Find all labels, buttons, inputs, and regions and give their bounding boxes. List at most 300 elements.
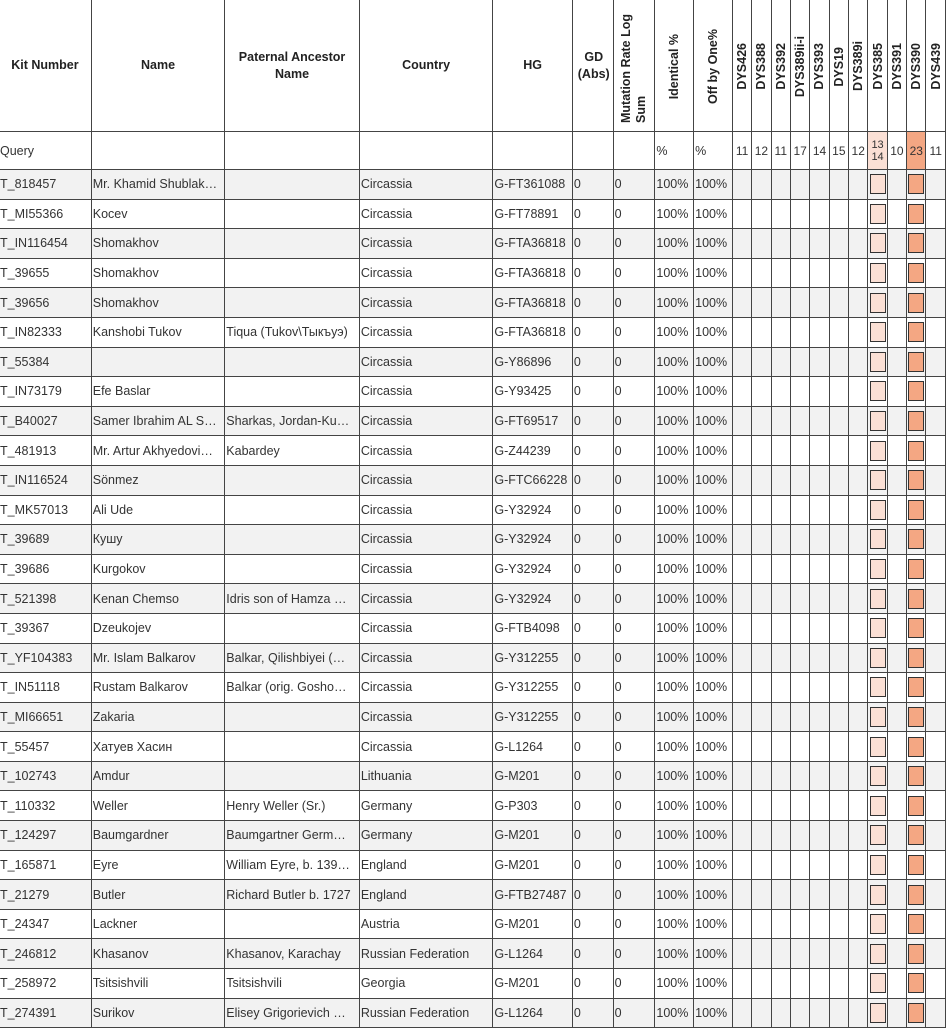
marker-diff-light <box>870 529 886 549</box>
hg-cell: G-FT69517 <box>493 406 573 436</box>
marker-cell <box>829 554 848 584</box>
kit-number-cell[interactable]: T_124297 <box>0 821 91 851</box>
table-row[interactable] <box>0 939 946 969</box>
col-identical-label: Identical % <box>667 33 682 100</box>
marker-cell <box>849 702 868 732</box>
country-cell: Lithuania <box>359 761 493 791</box>
hg-cell: G-M201 <box>493 969 573 999</box>
kit-number-cell[interactable]: T_818457 <box>0 170 91 200</box>
marker-cell <box>868 880 887 910</box>
marker-cell <box>829 229 848 259</box>
marker-cell <box>810 525 829 555</box>
marker-cell <box>810 436 829 466</box>
hg-cell: G-Y32924 <box>493 525 573 555</box>
marker-cell <box>732 909 751 939</box>
mutation-rate-cell: 0 <box>613 377 655 407</box>
marker-cell <box>810 880 829 910</box>
table-row[interactable] <box>0 170 946 200</box>
marker-cell <box>868 317 887 347</box>
marker-cell <box>907 939 926 969</box>
hg-cell: G-FTA36818 <box>493 317 573 347</box>
marker-cell <box>926 495 946 525</box>
ancestor-cell: Kabardey <box>225 436 360 466</box>
marker-cell <box>829 998 848 1028</box>
marker-cell <box>887 643 906 673</box>
mutation-rate-cell: 0 <box>613 170 655 200</box>
identical-cell: 100% <box>655 850 694 880</box>
ancestor-cell <box>225 702 360 732</box>
mutation-rate-cell: 0 <box>613 969 655 999</box>
gd-cell: 0 <box>572 258 613 288</box>
kit-number-cell[interactable]: T_YF104383 <box>0 643 91 673</box>
table-row[interactable] <box>0 199 946 229</box>
table-row[interactable] <box>0 347 946 377</box>
kit-number-cell[interactable]: T_39367 <box>0 613 91 643</box>
identical-cell: 100% <box>655 258 694 288</box>
country-cell: Circassia <box>359 673 493 703</box>
kit-number-cell[interactable]: T_39656 <box>0 288 91 318</box>
hg-cell: G-Z44239 <box>493 436 573 466</box>
marker-cell <box>790 761 809 791</box>
col-mutation-rate-label: Mutation Rate Log Sum <box>619 13 649 123</box>
marker-cell <box>771 465 790 495</box>
col-gd[interactable]: GD (Abs) <box>572 0 613 132</box>
marker-cell <box>849 317 868 347</box>
table-row[interactable] <box>0 732 946 762</box>
col-paternal-ancestor[interactable]: Paternal Ancestor Name <box>225 0 360 132</box>
country-cell: Circassia <box>359 288 493 318</box>
col-marker[interactable] <box>849 0 868 132</box>
hg-cell: G-M201 <box>493 850 573 880</box>
identical-cell: 100% <box>655 613 694 643</box>
identical-cell: 100% <box>655 495 694 525</box>
marker-cell <box>926 998 946 1028</box>
marker-cell <box>771 436 790 466</box>
marker-cell <box>907 554 926 584</box>
hg-cell: G-M201 <box>493 761 573 791</box>
marker-cell <box>752 288 771 318</box>
off-by-one-cell: 100% <box>694 939 733 969</box>
table-row[interactable] <box>0 702 946 732</box>
marker-cell <box>752 229 771 259</box>
marker-label: DYS390 <box>909 43 924 90</box>
marker-cell <box>752 939 771 969</box>
kit-number-cell[interactable]: T_55457 <box>0 732 91 762</box>
marker-cell <box>868 347 887 377</box>
kit-number-cell[interactable]: T_102743 <box>0 761 91 791</box>
identical-cell: 100% <box>655 702 694 732</box>
marker-cell <box>849 406 868 436</box>
marker-cell <box>868 288 887 318</box>
marker-diff-dark <box>908 441 924 461</box>
hg-cell: G-M201 <box>493 909 573 939</box>
off-by-one-cell: 100% <box>694 909 733 939</box>
kit-number-cell[interactable]: T_39689 <box>0 525 91 555</box>
gd-cell: 0 <box>572 495 613 525</box>
marker-label: DYS439 <box>928 43 943 90</box>
identical-cell: 100% <box>655 732 694 762</box>
marker-cell <box>732 436 751 466</box>
marker-cell <box>926 288 946 318</box>
table-row[interactable] <box>0 791 946 821</box>
kit-number-cell[interactable]: T_246812 <box>0 939 91 969</box>
off-by-one-cell: 100% <box>694 732 733 762</box>
marker-cell <box>732 673 751 703</box>
marker-cell <box>771 939 790 969</box>
ancestor-cell <box>225 170 360 200</box>
marker-cell <box>926 436 946 466</box>
table-row[interactable] <box>0 258 946 288</box>
table-row[interactable] <box>0 554 946 584</box>
kit-number-cell[interactable]: T_IN116454 <box>0 229 91 259</box>
marker-diff-dark <box>908 233 924 253</box>
off-by-one-cell: 100% <box>694 465 733 495</box>
marker-cell <box>868 939 887 969</box>
kit-number-cell[interactable]: T_IN116524 <box>0 465 91 495</box>
mutation-rate-cell: 0 <box>613 406 655 436</box>
kit-number-cell[interactable]: T_MI55366 <box>0 199 91 229</box>
identical-cell: 100% <box>655 939 694 969</box>
kit-number-cell[interactable]: T_B40027 <box>0 406 91 436</box>
marker-cell <box>732 495 751 525</box>
col-marker[interactable] <box>771 0 790 132</box>
kit-number-cell[interactable]: T_521398 <box>0 584 91 614</box>
marker-cell <box>868 850 887 880</box>
gd-cell: 0 <box>572 199 613 229</box>
ancestor-cell: Khasanov, Karachay <box>225 939 360 969</box>
marker-cell <box>752 465 771 495</box>
marker-cell <box>771 347 790 377</box>
marker-cell <box>926 554 946 584</box>
marker-cell <box>790 909 809 939</box>
marker-label: DYS389ii-i <box>793 35 808 98</box>
table-row[interactable] <box>0 969 946 999</box>
table-row[interactable] <box>0 584 946 614</box>
marker-cell <box>829 969 848 999</box>
kit-number-cell[interactable]: T_258972 <box>0 969 91 999</box>
table-row[interactable] <box>0 495 946 525</box>
query-marker-value: 11 <box>732 132 751 170</box>
marker-cell <box>868 791 887 821</box>
col-identical[interactable] <box>655 0 694 132</box>
table-row[interactable] <box>0 436 946 466</box>
kit-number-cell[interactable]: T_39655 <box>0 258 91 288</box>
kit-number-cell[interactable]: T_IN82333 <box>0 317 91 347</box>
table-row[interactable] <box>0 317 946 347</box>
off-by-one-cell: 100% <box>694 761 733 791</box>
marker-cell <box>752 850 771 880</box>
marker-cell <box>752 584 771 614</box>
marker-cell <box>849 821 868 851</box>
country-cell: Russian Federation <box>359 939 493 969</box>
country-cell: Circassia <box>359 613 493 643</box>
marker-diff-dark <box>908 263 924 283</box>
kit-number-cell[interactable]: T_MI66651 <box>0 702 91 732</box>
gd-cell: 0 <box>572 347 613 377</box>
marker-cell <box>810 643 829 673</box>
ancestor-cell <box>225 554 360 584</box>
marker-cell <box>752 258 771 288</box>
marker-label: DYS393 <box>812 43 827 90</box>
marker-diff-light <box>870 381 886 401</box>
kit-number-cell[interactable]: T_274391 <box>0 998 91 1028</box>
table-row[interactable] <box>0 850 946 880</box>
off-by-one-cell: 100% <box>694 880 733 910</box>
gd-cell: 0 <box>572 465 613 495</box>
mutation-rate-cell: 0 <box>613 732 655 762</box>
marker-cell <box>752 909 771 939</box>
marker-label: DYS426 <box>735 43 750 90</box>
kit-number-cell[interactable]: T_55384 <box>0 347 91 377</box>
identical-cell: 100% <box>655 554 694 584</box>
query-row <box>0 132 946 170</box>
country-cell: Circassia <box>359 258 493 288</box>
hg-cell: G-FTB4098 <box>493 613 573 643</box>
kit-number-cell[interactable]: T_IN51118 <box>0 673 91 703</box>
off-by-one-cell: 100% <box>694 702 733 732</box>
marker-cell <box>849 465 868 495</box>
col-off-by-one[interactable] <box>694 0 733 132</box>
name-cell: Mr. Islam Balkarov <box>91 643 225 673</box>
table-row[interactable] <box>0 465 946 495</box>
marker-cell <box>732 258 751 288</box>
kit-number-cell[interactable]: T_110332 <box>0 791 91 821</box>
kit-number-cell[interactable]: T_481913 <box>0 436 91 466</box>
marker-diff-light <box>870 914 886 934</box>
marker-cell <box>771 702 790 732</box>
marker-cell <box>790 702 809 732</box>
marker-cell <box>887 613 906 643</box>
marker-cell <box>907 525 926 555</box>
marker-cell <box>790 821 809 851</box>
marker-diff-light <box>870 589 886 609</box>
kit-number-cell[interactable]: T_24347 <box>0 909 91 939</box>
marker-diff-light <box>870 677 886 697</box>
hg-cell: G-Y312255 <box>493 643 573 673</box>
marker-cell <box>829 791 848 821</box>
marker-cell <box>926 317 946 347</box>
table-row[interactable] <box>0 880 946 910</box>
ancestor-cell: Balkar, Qilishbiyei (… <box>225 643 360 673</box>
marker-cell <box>907 821 926 851</box>
country-cell: Circassia <box>359 199 493 229</box>
off-by-one-cell: 100% <box>694 525 733 555</box>
marker-cell <box>752 673 771 703</box>
country-cell: Russian Federation <box>359 998 493 1028</box>
identical-cell: 100% <box>655 584 694 614</box>
marker-cell <box>810 347 829 377</box>
marker-cell <box>790 998 809 1028</box>
marker-cell <box>907 673 926 703</box>
col-kit-number[interactable]: Kit Number <box>0 0 91 132</box>
query-marker-value: 14 <box>810 132 829 170</box>
marker-cell <box>810 554 829 584</box>
marker-cell <box>849 554 868 584</box>
marker-cell <box>907 229 926 259</box>
hg-cell: G-Y312255 <box>493 673 573 703</box>
ancestor-cell: William Eyre, b. 139… <box>225 850 360 880</box>
table-row[interactable] <box>0 643 946 673</box>
marker-cell <box>790 377 809 407</box>
gd-cell: 0 <box>572 969 613 999</box>
marker-cell <box>907 702 926 732</box>
marker-cell <box>887 495 906 525</box>
marker-cell <box>771 821 790 851</box>
marker-cell <box>752 613 771 643</box>
marker-cell <box>926 465 946 495</box>
marker-cell <box>810 317 829 347</box>
country-cell: Circassia <box>359 170 493 200</box>
col-country[interactable]: Country <box>359 0 493 132</box>
mutation-rate-cell: 0 <box>613 465 655 495</box>
marker-cell <box>810 465 829 495</box>
col-marker[interactable] <box>829 0 848 132</box>
marker-cell <box>829 258 848 288</box>
hg-cell: G-FT361088 <box>493 170 573 200</box>
marker-cell <box>771 880 790 910</box>
off-by-one-cell: 100% <box>694 584 733 614</box>
hg-cell: G-Y32924 <box>493 495 573 525</box>
gd-cell: 0 <box>572 702 613 732</box>
gd-cell: 0 <box>572 643 613 673</box>
col-marker[interactable] <box>810 0 829 132</box>
table-row[interactable] <box>0 406 946 436</box>
name-cell: Dzeukojev <box>91 613 225 643</box>
marker-cell <box>790 317 809 347</box>
country-cell: Circassia <box>359 584 493 614</box>
marker-cell <box>752 347 771 377</box>
table-row[interactable] <box>0 909 946 939</box>
country-cell: Circassia <box>359 347 493 377</box>
marker-cell <box>810 821 829 851</box>
table-row[interactable] <box>0 229 946 259</box>
marker-cell <box>732 880 751 910</box>
col-off-by-one-label: Off by One% <box>706 28 720 104</box>
marker-cell <box>926 377 946 407</box>
col-marker[interactable] <box>752 0 771 132</box>
marker-cell <box>849 761 868 791</box>
col-mutation-rate[interactable] <box>613 0 655 132</box>
marker-cell <box>732 821 751 851</box>
marker-cell <box>849 969 868 999</box>
table-row[interactable] <box>0 613 946 643</box>
name-cell: Amdur <box>91 761 225 791</box>
name-cell: Kocev <box>91 199 225 229</box>
query-marker-value: 17 <box>790 132 809 170</box>
name-cell: Khasanov <box>91 939 225 969</box>
name-cell: Baumgardner <box>91 821 225 851</box>
query-offbyone: % <box>694 132 733 170</box>
cell <box>91 132 225 170</box>
marker-cell <box>849 613 868 643</box>
name-cell: Efe Baslar <box>91 377 225 407</box>
mutation-rate-cell: 0 <box>613 939 655 969</box>
mutation-rate-cell: 0 <box>613 909 655 939</box>
kit-number-cell[interactable]: T_MK57013 <box>0 495 91 525</box>
table-row[interactable] <box>0 998 946 1028</box>
marker-cell <box>771 584 790 614</box>
marker-cell <box>887 465 906 495</box>
marker-cell <box>849 436 868 466</box>
marker-cell <box>752 525 771 555</box>
off-by-one-cell: 100% <box>694 969 733 999</box>
cell <box>572 132 613 170</box>
marker-cell <box>752 377 771 407</box>
identical-cell: 100% <box>655 436 694 466</box>
off-by-one-cell: 100% <box>694 170 733 200</box>
table-row[interactable] <box>0 821 946 851</box>
table-row[interactable] <box>0 525 946 555</box>
col-marker[interactable] <box>887 0 906 132</box>
kit-number-cell[interactable]: T_39686 <box>0 554 91 584</box>
country-cell: Georgia <box>359 969 493 999</box>
marker-cell <box>829 436 848 466</box>
name-cell: Kurgokov <box>91 554 225 584</box>
marker-cell <box>810 939 829 969</box>
marker-cell <box>732 732 751 762</box>
marker-cell <box>732 643 751 673</box>
marker-cell <box>752 998 771 1028</box>
marker-cell <box>732 170 751 200</box>
ancestor-cell: Henry Weller (Sr.) <box>225 791 360 821</box>
col-marker[interactable] <box>868 0 887 132</box>
marker-cell <box>790 850 809 880</box>
table-row[interactable] <box>0 288 946 318</box>
marker-cell <box>926 821 946 851</box>
hg-cell: G-M201 <box>493 821 573 851</box>
marker-diff-light <box>870 944 886 964</box>
col-marker[interactable] <box>790 0 809 132</box>
marker-cell <box>849 495 868 525</box>
name-cell <box>91 347 225 377</box>
marker-cell <box>771 199 790 229</box>
marker-cell <box>887 909 906 939</box>
kit-number-cell[interactable]: T_165871 <box>0 850 91 880</box>
col-marker[interactable] <box>732 0 751 132</box>
marker-cell <box>732 377 751 407</box>
marker-cell <box>926 613 946 643</box>
marker-cell <box>926 702 946 732</box>
marker-cell <box>790 643 809 673</box>
marker-cell <box>829 880 848 910</box>
marker-cell <box>810 495 829 525</box>
col-marker[interactable] <box>907 0 926 132</box>
col-name[interactable]: Name <box>91 0 225 132</box>
marker-cell <box>926 939 946 969</box>
marker-cell <box>829 347 848 377</box>
table-row[interactable] <box>0 377 946 407</box>
name-cell: Rustam Balkarov <box>91 673 225 703</box>
marker-diff-dark <box>908 855 924 875</box>
marker-cell <box>887 673 906 703</box>
ancestor-cell <box>225 613 360 643</box>
mutation-rate-cell: 0 <box>613 673 655 703</box>
col-marker[interactable] <box>926 0 946 132</box>
mutation-rate-cell: 0 <box>613 554 655 584</box>
table-row[interactable] <box>0 673 946 703</box>
kit-number-cell[interactable]: T_21279 <box>0 880 91 910</box>
marker-cell <box>926 170 946 200</box>
marker-cell <box>829 406 848 436</box>
mutation-rate-cell: 0 <box>613 258 655 288</box>
kit-number-cell[interactable]: T_IN73179 <box>0 377 91 407</box>
marker-cell <box>790 495 809 525</box>
ancestor-cell <box>225 495 360 525</box>
table-row[interactable] <box>0 761 946 791</box>
marker-cell <box>926 909 946 939</box>
marker-cell <box>732 702 751 732</box>
col-hg[interactable]: HG <box>493 0 573 132</box>
